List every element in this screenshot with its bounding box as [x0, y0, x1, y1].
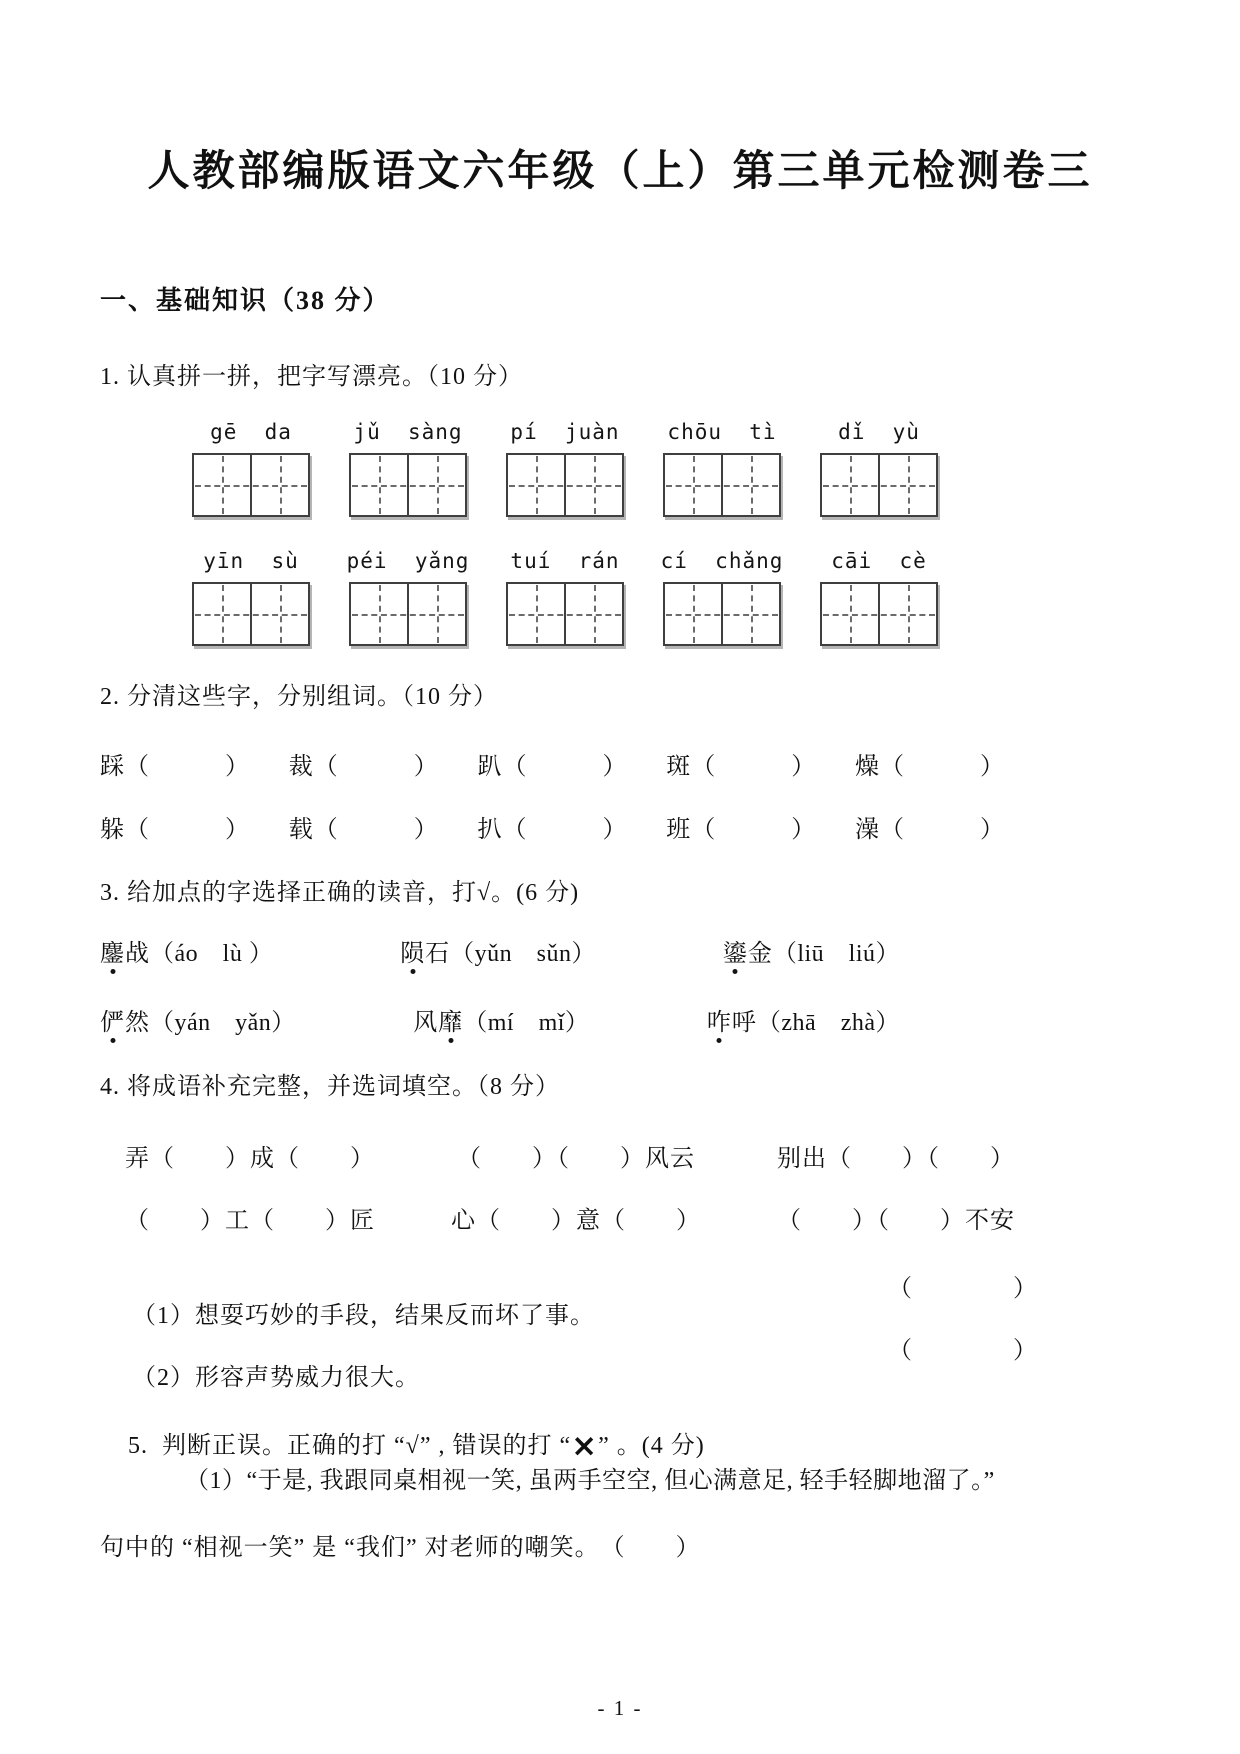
writing-cell [564, 455, 622, 515]
idiom-blank-group: 别出（ ）（ ） [777, 1146, 1015, 1172]
q1-word-col [347, 420, 469, 517]
idiom-blank-group: （ ）（ ）不安 [777, 1208, 1015, 1234]
item-text: 想耍巧妙的手段，结果反而坏了事。 [195, 1303, 595, 1329]
q2-character: 载 [288, 817, 314, 843]
q3-dotted-character: 陨 [400, 933, 425, 968]
writing-cell [407, 584, 465, 644]
writing-cell [822, 584, 878, 644]
q2-character: 趴 [477, 754, 503, 780]
q1-word-col [504, 420, 626, 517]
q2-character: 澡 [855, 817, 880, 843]
item-number: （1） [132, 1303, 195, 1329]
q3-word [100, 941, 150, 967]
q3-word-rest: 石 [425, 941, 451, 967]
pronunciation-options: （liū liú） [772, 941, 900, 967]
answer-blank: （ ） [502, 817, 628, 843]
item-number: （2） [132, 1365, 195, 1391]
q2-item [855, 809, 1005, 844]
item-text: 形容声势威力很大。 [195, 1365, 420, 1391]
section-heading: 一、基础知识（38 分） [100, 286, 391, 315]
writing-cell [194, 455, 250, 515]
q1-word-col [818, 420, 940, 517]
q2-item [666, 746, 816, 781]
q3-item [413, 1002, 589, 1037]
idiom-blank-group: 弄（ ）成（ ） [125, 1146, 375, 1172]
answer-blank: （ ） [880, 754, 1005, 780]
pinyin-label: chōu tì [667, 420, 777, 444]
writing-box-pair [663, 453, 781, 517]
q2-item [478, 809, 628, 844]
q3-word-rest: 然 [125, 1010, 150, 1036]
q3-word-rest: 战 [125, 941, 150, 967]
idiom-blank-group: 心（ ）意（ ） [451, 1208, 701, 1234]
q3-dotted-character: 靡 [438, 1002, 463, 1037]
q4-idiom-line-1 [125, 1138, 1015, 1173]
q2-item [100, 809, 250, 844]
q3-word-pre: 风 [413, 1010, 439, 1036]
q3-dotted-character: 俨 [100, 1002, 125, 1037]
pronunciation-options: （áo lù ） [150, 941, 274, 967]
pinyin-label: jǔ sàng [353, 420, 463, 444]
writing-cell [564, 584, 622, 644]
pinyin-label: gē da [210, 420, 292, 444]
idiom-blank-group: （ ）（ ）风云 [457, 1146, 695, 1172]
q1-word-col [347, 549, 469, 646]
q3-word [400, 941, 450, 967]
q2-row-2 [100, 809, 1005, 844]
answer-blank: （ ） [502, 754, 628, 780]
q3-dotted-character: 鎏 [723, 933, 748, 968]
q3-item [723, 933, 900, 968]
q2-item [289, 809, 439, 844]
q3-label: 3. 给加点的字选择正确的读音，打√。(6 分) [100, 880, 580, 906]
pinyin-label: dǐ yù [838, 420, 920, 444]
q1-word-col [504, 549, 626, 646]
writing-cell [665, 584, 721, 644]
q3-item [707, 1002, 900, 1037]
q1-word-col [661, 420, 783, 517]
q4-idiom-line-2 [125, 1200, 1015, 1235]
q2-character: 燥 [855, 754, 880, 780]
q2-item [666, 809, 816, 844]
pronunciation-options: （yǔn sǔn） [450, 941, 596, 967]
q1-word-col [661, 549, 783, 646]
q1-pinyin-row-2 [190, 549, 940, 646]
q2-character: 躲 [100, 817, 125, 843]
writing-box-pair [349, 582, 467, 646]
writing-cell [665, 455, 721, 515]
pronunciation-options: （zhā zhà） [756, 1010, 900, 1036]
page-title: 人教部编版语文六年级（上）第三单元检测卷三 [147, 149, 1093, 195]
q3-word [100, 1010, 150, 1036]
q4-label: 4. 将成语补充完整，并选词填空。（8 分） [100, 1074, 560, 1100]
answer-blank: （ ） [125, 817, 250, 843]
q1-word-col [818, 549, 940, 646]
q1-word-col [190, 420, 312, 517]
writing-cell [508, 584, 564, 644]
writing-cell [194, 584, 250, 644]
pinyin-label: tuí rán [510, 549, 620, 573]
q2-character: 踩 [100, 754, 125, 780]
writing-cell [721, 455, 779, 515]
q2-item [478, 746, 628, 781]
answer-blank: （ ） [888, 1338, 1038, 1364]
q2-character: 裁 [288, 754, 314, 780]
writing-cell [822, 455, 878, 515]
q3-word-rest: 金 [747, 941, 773, 967]
q2-row-1 [100, 746, 1005, 781]
writing-box-pair [663, 582, 781, 646]
idiom-blank-group: （ ）工（ ）匠 [125, 1208, 375, 1234]
q3-row-1 [100, 933, 900, 968]
q2-item [100, 746, 250, 781]
writing-cell [878, 455, 936, 515]
answer-blank: （ ） [313, 754, 439, 780]
q5-subitem-1-line-1: （1）“于是, 我跟同桌相视一笑, 虽两手空空, 但心满意足, 轻手轻脚地溜了。” [185, 1468, 995, 1494]
writing-box-pair [506, 582, 624, 646]
q2-character: 班 [666, 817, 692, 843]
answer-blank: （ ） [313, 817, 439, 843]
q3-word [707, 1010, 757, 1036]
q2-label: 2. 分清这些字，分别组词。（10 分） [100, 684, 498, 710]
q2-item [289, 746, 439, 781]
q5-label-pre: 5. 判断正误。正确的打 “√” , 错误的打 “ [128, 1433, 572, 1459]
q1-word-col [190, 549, 312, 646]
q2-character: 斑 [666, 754, 692, 780]
q1-label: 1. 认真拼一拼，把字写漂亮。（10 分） [100, 364, 523, 390]
q1-pinyin-row-1 [190, 420, 940, 517]
q2-item [855, 746, 1005, 781]
page-number: - 1 - [597, 1696, 643, 1720]
writing-cell [878, 584, 936, 644]
q5-subitem-1-line-2: 句中的 “相视一笑” 是 “我们” 对老师的嘲笑。 （ ） [100, 1535, 701, 1561]
q3-word-rest: 呼 [731, 1010, 757, 1036]
answer-blank: （ ） [691, 817, 817, 843]
writing-box-pair [192, 453, 310, 517]
writing-cell [250, 455, 308, 515]
q5-label-post: ” 。(4 分) [598, 1433, 705, 1459]
pronunciation-options: （yán yǎn） [150, 1010, 296, 1036]
writing-cell [721, 584, 779, 644]
pinyin-label: pí juàn [510, 420, 620, 444]
cross-mark: × [571, 1428, 599, 1464]
pinyin-label: cí chǎng [660, 549, 784, 573]
answer-blank: （ ） [691, 754, 817, 780]
writing-cell [407, 455, 465, 515]
pronunciation-options: （mí mǐ） [463, 1010, 590, 1036]
q3-word [413, 1010, 463, 1036]
q3-item [100, 933, 273, 968]
pinyin-label: cāi cè [831, 549, 927, 573]
q3-item [100, 1002, 296, 1037]
writing-box-pair [820, 453, 938, 517]
q3-word [723, 941, 773, 967]
answer-blank: （ ） [888, 1276, 1038, 1302]
writing-box-pair [506, 453, 624, 517]
writing-cell [351, 584, 407, 644]
q3-dotted-character: 鏖 [100, 933, 125, 968]
q3-dotted-character: 咋 [707, 1002, 732, 1037]
writing-box-pair [820, 582, 938, 646]
answer-blank: （ ） [125, 754, 250, 780]
writing-cell [250, 584, 308, 644]
q3-row-2 [100, 1002, 900, 1037]
pinyin-label: yīn sù [203, 549, 299, 573]
answer-blank: （ ） [880, 817, 1005, 843]
pinyin-label: péi yǎng [346, 549, 470, 573]
writing-cell [508, 455, 564, 515]
writing-box-pair [349, 453, 467, 517]
writing-box-pair [192, 582, 310, 646]
q3-item [400, 933, 596, 968]
q2-character: 扒 [477, 817, 503, 843]
writing-cell [351, 455, 407, 515]
